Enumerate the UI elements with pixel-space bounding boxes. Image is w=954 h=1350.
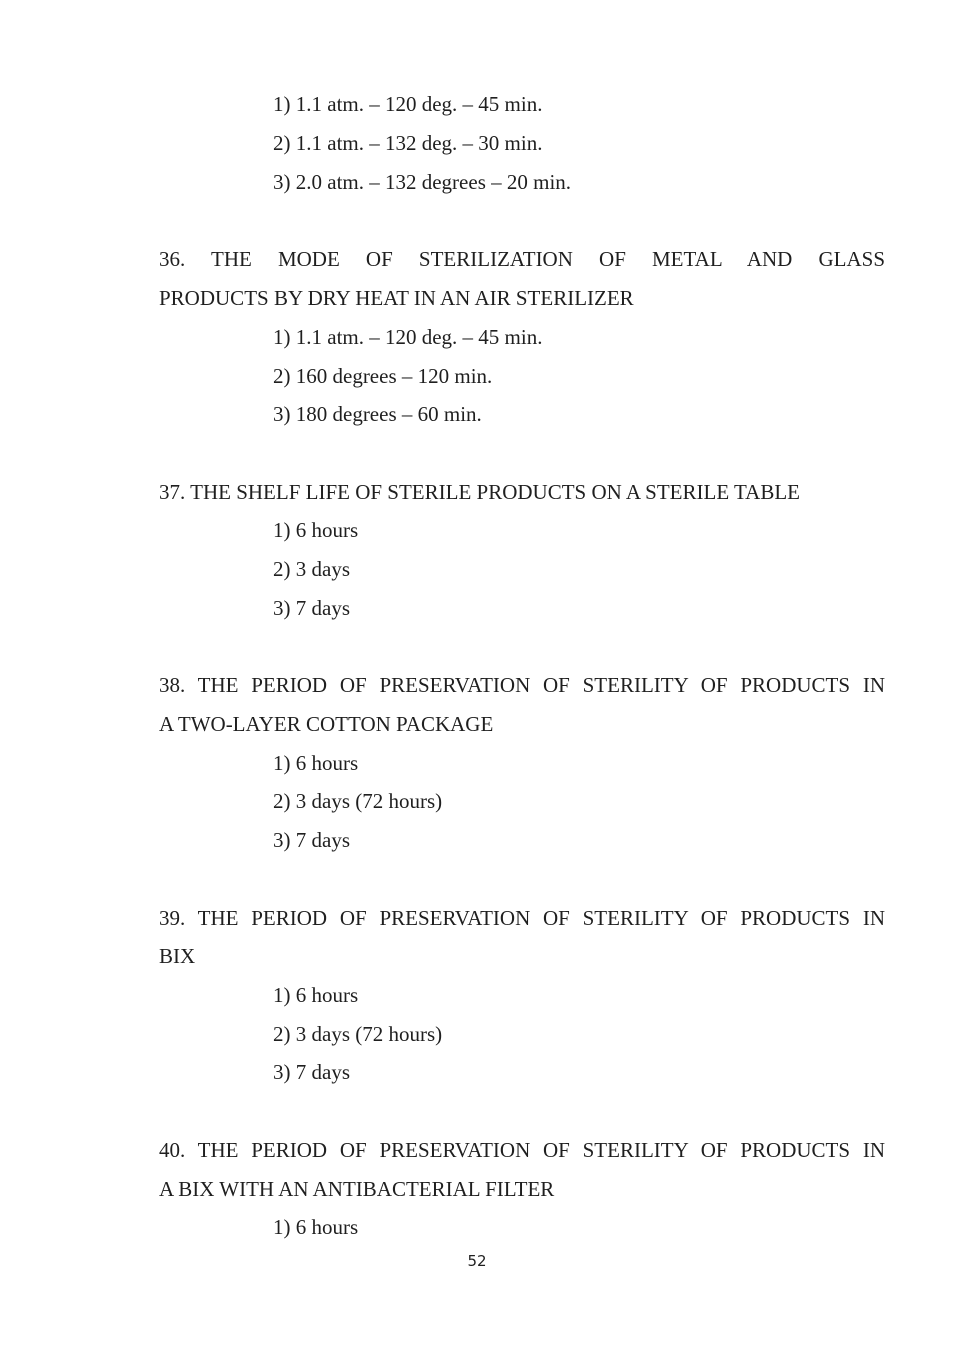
question-text: 38. THE PERIOD OF PRESERVATION OF STERILITY OF PRODUCTS IN bbox=[159, 673, 885, 697]
question-text: A TWO-LAYER COTTON PACKAGE bbox=[159, 712, 494, 736]
question-text: BIX bbox=[159, 944, 196, 968]
answer-option: 1) 6 hours bbox=[273, 983, 359, 1007]
answer-option: 3) 7 days bbox=[273, 828, 350, 852]
answer-option: 3) 7 days bbox=[273, 596, 350, 620]
question-text: 39. THE PERIOD OF PRESERVATION OF STERILITY OF PRODUCTS IN bbox=[159, 906, 885, 930]
answer-option: 2) 1.1 atm. – 132 deg. – 30 min. bbox=[273, 131, 543, 155]
answer-option: 1) 1.1 atm. – 120 deg. – 45 min. bbox=[273, 92, 543, 116]
answer-option: 1) 1.1 atm. – 120 deg. – 45 min. bbox=[273, 325, 543, 349]
page-number: 52 bbox=[467, 1252, 487, 1270]
answer-option: 1) 6 hours bbox=[273, 751, 359, 775]
question-text: 40. THE PERIOD OF PRESERVATION OF STERILITY OF PRODUCTS IN bbox=[159, 1138, 885, 1162]
answer-option: 2) 3 days bbox=[273, 557, 350, 581]
answer-option: 3) 7 days bbox=[273, 1060, 350, 1084]
answer-option: 2) 3 days (72 hours) bbox=[273, 1022, 443, 1046]
answer-option: 2) 160 degrees – 120 min. bbox=[273, 364, 493, 388]
question-text: PRODUCTS BY DRY HEAT IN AN AIR STERILIZER bbox=[159, 286, 634, 310]
question-text: 36. THE MODE OF STERILIZATION OF METAL AND GLASS bbox=[159, 247, 885, 271]
answer-option: 3) 180 degrees – 60 min. bbox=[273, 402, 482, 426]
answer-option: 1) 6 hours bbox=[273, 518, 359, 542]
answer-option: 1) 6 hours bbox=[273, 1215, 359, 1239]
question-text: 37. THE SHELF LIFE OF STERILE PRODUCTS ON A STERILE TABLE bbox=[159, 480, 800, 504]
answer-option: 3) 2.0 atm. – 132 degrees – 20 min. bbox=[273, 170, 572, 194]
question-text: A BIX WITH AN ANTIBACTERIAL FILTER bbox=[159, 1177, 555, 1201]
answer-option: 2) 3 days (72 hours) bbox=[273, 789, 443, 813]
